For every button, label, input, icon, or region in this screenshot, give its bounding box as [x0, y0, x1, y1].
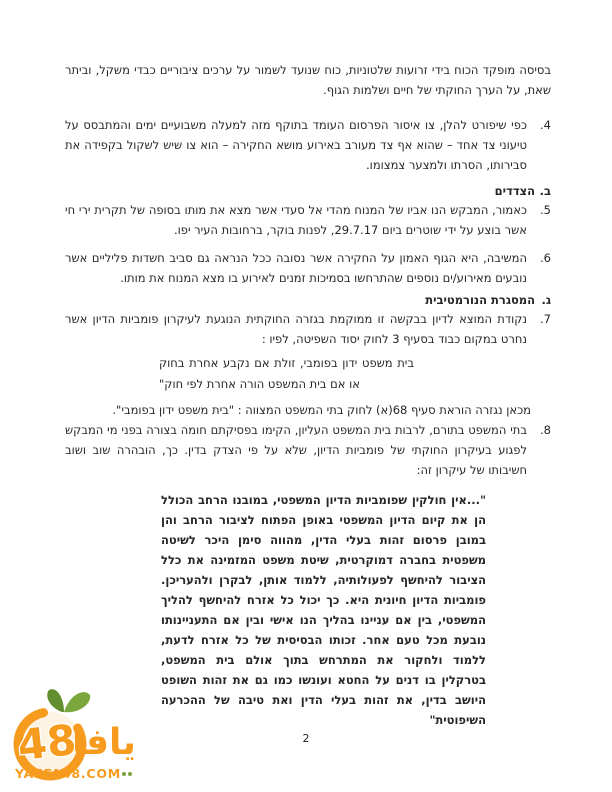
- logo-number: 48: [15, 715, 79, 770]
- basic-law-quote: בית משפט ידון בפומבי, זולת אם נקבע אחרת בחוק או אם בית המשפט הורה אחרת לפי חוק": [159, 356, 414, 391]
- section-letter: ג.: [541, 293, 551, 307]
- item-text: בתי המשפט בתורם, לרבות בית המשפט העליון, הקימו בפסיקתם חומה בצורה בפני מי המבקש לפגוע בעיקרון החוקתי של פומביות הדיון, שלא על פי הצדק בדין. כך, הובהרה שוב ושוב חשיבותו של עיקרון זה:: [65, 423, 527, 477]
- yaffa48-watermark-logo: [4, 688, 140, 790]
- document-content: [65, 60, 551, 730]
- continuation-paragraph: בסיסה מופקד הכוח בידי זרועות שלטוניות, כוח שנועד לשמור על ערכים ציבוריים כבדי משקל, וביתר שאת, על הערך החוקתי של חיים ושלמות הגוף.: [65, 63, 551, 97]
- derivation-line: מכאן נגזרה הוראת סעיף 68(א) לחוק בתי המשפט המצווה : "בית משפט ידון בפומבי".: [112, 403, 531, 417]
- section-header-parties: [65, 182, 551, 200]
- numbered-item-4: [65, 115, 551, 175]
- item-text: המשיבה, היא הגוף האמון על החקירה אשר נסובה ככל הנראה גם סביב חשדות פליליים אשר נובעים מאירוע/ים נוספים שהתרחשו בסמיכות זמנים לאירוע בו מצא המנוח את מותו.: [65, 251, 527, 285]
- section-title: הצדדים: [494, 184, 535, 198]
- publicity-principle-quote: "...אין חולקין שפומביות הדיון המשפטי, במובנו הרחב הכולל הן את קיום הדיון המשפטי באופן הפתוח לציבור הרחב והן במובן פרסום זהות בעלי הדין, מהווה סימן היכר לשיטה משפטית בחברה דמוקרטית, שיטת משפט המזמינה את כלל הציבור להיחשף לפעולותיה, ללמוד אותן, לבקרן ולהעריכן. פומביות הדיון חיונית היא. כך יכול כל אזרח להיחשף להליך המשפטי, בין אם עניינו בהליך הנו אישי ובין אם התעניינותו נובעת מכל טעם אחר. זכותו הבסיסית של כל אזרח לדעת, ללמוד ולחקור את המתרחש בתוך אולם בית המשפט, בטרקלין בו דנים על החטא ועונשו כמו גם את זהות השופט היושב בדין, את זהות בעלי הדין ואת טיבה של ההכרעה השיפוטית": [161, 493, 486, 727]
- numbered-item-8: [65, 420, 551, 480]
- section-title: המסגרת הנורמטיבית: [425, 293, 535, 307]
- leaf-icon: [64, 692, 90, 712]
- numbered-item-6: [65, 248, 551, 288]
- arabic-dot-icon: [122, 772, 126, 776]
- logo-arabic-name: يافا: [71, 722, 137, 763]
- item-text: כאמור, המבקש הנו אביו של המנוח מהדי אל סעדי אשר מצא את מותו בסופה של תקרית ירי חי אשר בוצע על ידי שוטרים ביום 29.7.17, לפנות בוקר, ברחובות העיר יפו.: [65, 203, 527, 237]
- item-number: 8.: [540, 423, 551, 437]
- logo-domain-text: YAFFA48.COM: [14, 766, 122, 781]
- section-letter: ב.: [539, 184, 551, 198]
- item-text: נקודת המוצא לדיון בבקשה זו ממוקמת בגזרה החוקתית הנוגעת לעיקרון פומביות הדיון אשר נחרט במקום כבוד בסעיף 3 לחוק יסוד השפיטה, לפיו :: [65, 312, 527, 346]
- item-number: 5.: [540, 203, 551, 217]
- item-number: 4.: [540, 118, 551, 132]
- numbered-item-5: [65, 200, 551, 240]
- arabic-dot-icon: [128, 772, 132, 776]
- item-text: כפי שיפורט להלן, צו איסור הפרסום העומד בתוקף מזה למעלה משבועיים ימים והמתבסס על טיעוני צד אחד – שהוא אף צד מעורב באירוע מושא החקירה – הוא צו שיש לשקול בקפידה את סבירותו, הסרתו ולמצער צמצומו.: [65, 118, 527, 172]
- section-header-normative-framework: [65, 291, 551, 309]
- item-number: 6.: [540, 251, 551, 265]
- numbered-item-7: [65, 309, 551, 349]
- leaf-icon: [47, 689, 64, 712]
- page-number: 2: [302, 732, 310, 745]
- item-number: 7.: [540, 312, 551, 326]
